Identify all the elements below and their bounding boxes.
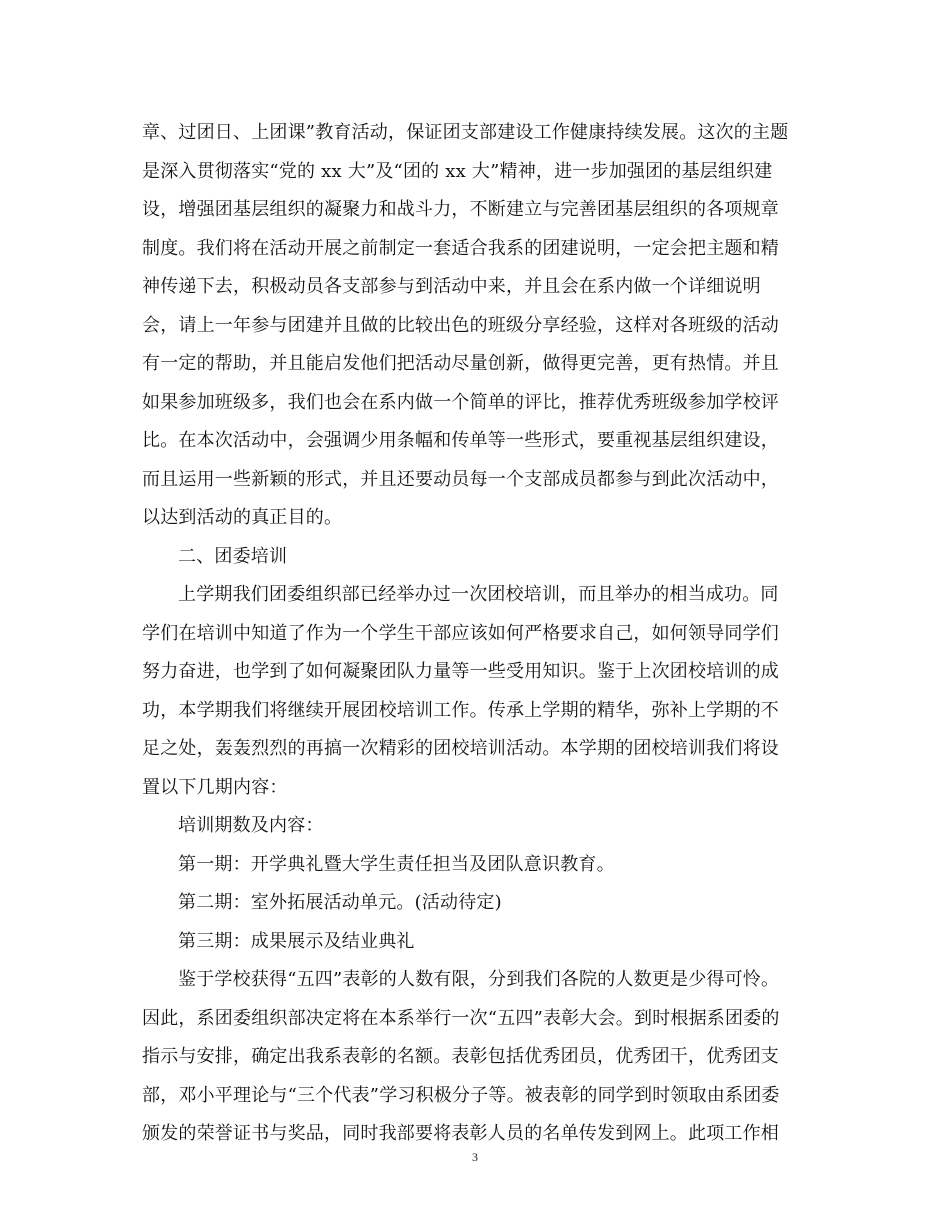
text-line: 学们在培训中知道了作为一个学生干部应该如何严格要求自己，如何领导同学们 <box>142 622 779 644</box>
text-line: 会，请上一年参与团建并且做的比较出色的班级分享经验，这样对各班级的活动 <box>142 314 779 336</box>
text-line: 神传递下去，积极动员各支部参与到活动中来，并且会在系内做一个详细说明 <box>142 276 761 297</box>
text-line: 第一期：开学典礼暨大学生责任担当及团队意识教育。 <box>178 853 615 875</box>
text-line: 足之处，轰轰烈烈的再搞一次精彩的团校培训活动。本学期的团校培训我们将设 <box>142 738 779 759</box>
text-line: 指示与安排，确定出我系表彰的名额。表彰包括优秀团员，优秀团干，优秀团支 <box>142 1046 779 1067</box>
text-line: 第二期：室外拓展活动单元。(活动待定) <box>178 892 502 913</box>
text-line: 第三期：成果展示及结业典礼 <box>178 930 415 952</box>
text-line: 如果参加班级多，我们也会在系内做一个简单的评比，推荐优秀班级参加学校评 <box>142 391 779 413</box>
text-line: 二、团委培训 <box>178 545 288 567</box>
text-line: 努力奋进，也学到了如何凝聚团队力量等一些受用知识。鉴于上次团校培训的成 <box>142 661 779 682</box>
text-line: 章、过团日、上团课”教育活动，保证团支部建设工作健康持续发展。这次的主题 <box>142 122 789 143</box>
text-line: 部，邓小平理论与“三个代表”学习积极分子等。被表彰的同学到时领取由系团委 <box>142 1084 780 1106</box>
text-line: 培训期数及内容： <box>178 815 324 836</box>
text-line: 以达到活动的真正目的。 <box>142 507 343 528</box>
text-line: 鉴于学校获得“五四”表彰的人数有限，分到我们各院的人数更是少得可怜。 <box>178 969 780 990</box>
text-line: 而且运用一些新颖的形式，并且还要动员每一个支部成员都参与到此次活动中， <box>142 468 779 490</box>
text-line: 上学期我们团委组织部已经举办过一次团校培训，而且举办的相当成功。同 <box>178 584 779 605</box>
text-line: 颁发的荣誉证书与奖品，同时我部要将表彰人员的名单传发到网上。此项工作相 <box>142 1123 779 1144</box>
page-number: 3 <box>472 1150 478 1164</box>
text-line: 功，本学期我们将继续开展团校培训工作。传承上学期的精华，弥补上学期的不 <box>142 699 779 721</box>
text-line: 是深入贯彻落实“党的 xx 大”及“团的 xx 大”精神，进一步加强团的基层组织建 <box>142 160 773 182</box>
text-line: 有一定的帮助，并且能启发他们把活动尽量创新，做得更完善，更有热情。并且 <box>142 353 779 374</box>
text-line: 因此，系团委组织部决定将在本系举行一次“五四”表彰大会。到时根据系团委的 <box>142 1007 780 1029</box>
body-text <box>142 114 810 1154</box>
text-line: 设，增强团基层组织的凝聚力和战斗力，不断建立与完善团基层组织的各项规章 <box>142 199 779 220</box>
text-line: 比。在本次活动中，会强调少用条幅和传单等一些形式，要重视基层组织建设， <box>142 430 779 451</box>
text-line: 制度。我们将在活动开展之前制定一套适合我系的团建说明，一定会把主题和精 <box>142 237 779 259</box>
text-line: 置以下几期内容： <box>142 776 288 798</box>
